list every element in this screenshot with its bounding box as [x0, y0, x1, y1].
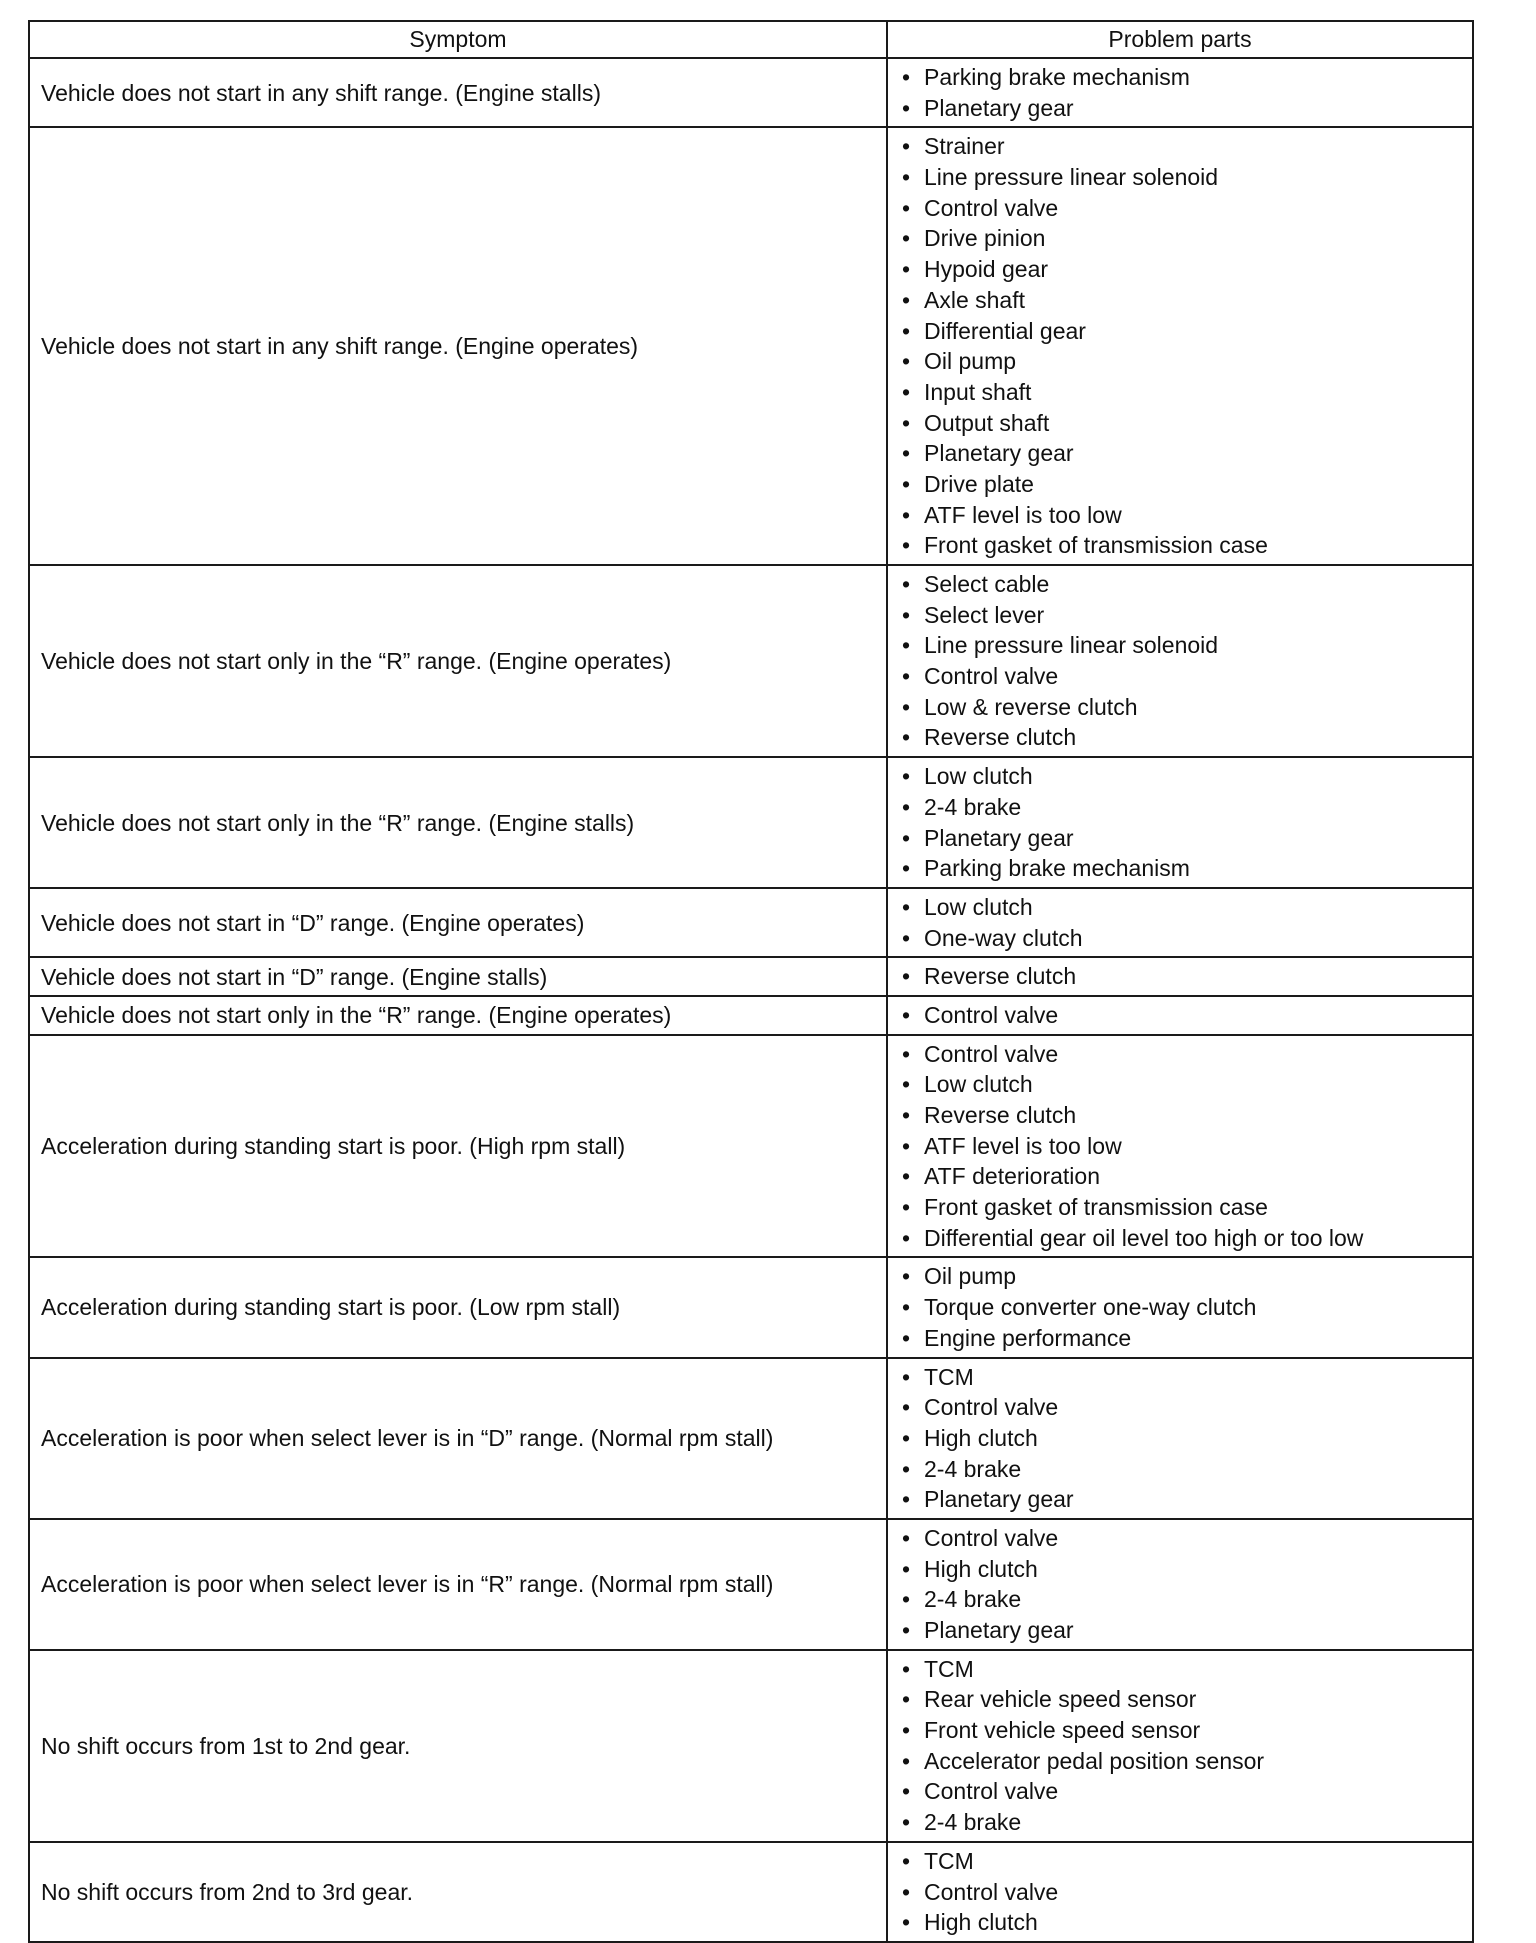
problem-parts-list [900, 1523, 1464, 1646]
problem-parts-list [900, 1846, 1464, 1938]
problem-parts-cell [887, 757, 1473, 888]
symptom-column-header: Symptom [29, 21, 887, 58]
symptom-cell: Vehicle does not start only in the “R” range. (Engine operates) [29, 996, 887, 1035]
symptom-cell: No shift occurs from 2nd to 3rd gear. [29, 1842, 887, 1942]
problem-parts-cell [887, 1358, 1473, 1519]
problem-parts-list [900, 961, 1464, 992]
problem-parts-cell [887, 888, 1473, 957]
symptom-cell: Vehicle does not start only in the “R” range. (Engine stalls) [29, 757, 887, 888]
problem-part-item: • TCM [900, 1654, 1464, 1685]
table-row [29, 996, 1473, 1035]
problem-parts-list [900, 1654, 1464, 1838]
table-row [29, 1358, 1473, 1519]
problem-part-item: • One-way clutch [900, 923, 1464, 954]
problem-part-item: • Planetary gear [900, 93, 1464, 124]
table-body [29, 58, 1473, 1942]
problem-part-item: • Parking brake mechanism [900, 62, 1464, 93]
symptom-cell: Acceleration is poor when select lever is in “D” range. (Normal rpm stall) [29, 1358, 887, 1519]
problem-part-item: • ATF deterioration [900, 1161, 1464, 1192]
problem-part-item: • Planetary gear [900, 1484, 1464, 1515]
problem-part-item: • Low & reverse clutch [900, 692, 1464, 723]
problem-part-item: • Oil pump [900, 1261, 1464, 1292]
problem-parts-list [900, 1261, 1464, 1353]
problem-parts-list [900, 569, 1464, 753]
problem-part-item: • High clutch [900, 1554, 1464, 1585]
problem-parts-list [900, 761, 1464, 884]
problem-part-item: • 2-4 brake [900, 792, 1464, 823]
problem-parts-cell [887, 565, 1473, 757]
problem-part-item: • Hypoid gear [900, 254, 1464, 285]
problem-part-item: • Control valve [900, 661, 1464, 692]
problem-parts-list [900, 1039, 1464, 1254]
problem-part-item: • Control valve [900, 1776, 1464, 1807]
symptom-cell: Vehicle does not start in “D” range. (Engine stalls) [29, 957, 887, 996]
symptom-cell: Acceleration during standing start is poor. (High rpm stall) [29, 1035, 887, 1258]
problem-part-item: • Control valve [900, 1000, 1464, 1031]
problem-parts-cell [887, 1257, 1473, 1357]
problem-parts-list [900, 131, 1464, 561]
problem-parts-list [900, 62, 1464, 123]
problem-part-item: • Rear vehicle speed sensor [900, 1684, 1464, 1715]
table-row [29, 1650, 1473, 1842]
problem-part-item: • Reverse clutch [900, 722, 1464, 753]
table-row [29, 1257, 1473, 1357]
table-row [29, 888, 1473, 957]
table-row [29, 1035, 1473, 1258]
problem-part-item: • TCM [900, 1362, 1464, 1393]
problem-part-item: • Select lever [900, 600, 1464, 631]
symptom-cell: Acceleration is poor when select lever is in “R” range. (Normal rpm stall) [29, 1519, 887, 1650]
problem-part-item: • Output shaft [900, 408, 1464, 439]
table-row [29, 58, 1473, 127]
problem-part-item: • Front gasket of transmission case [900, 1192, 1464, 1223]
problem-part-item: • Torque converter one-way clutch [900, 1292, 1464, 1323]
problem-part-item: • Differential gear oil level too high or too low [900, 1223, 1464, 1254]
problem-part-item: • Front vehicle speed sensor [900, 1715, 1464, 1746]
problem-part-item: • Line pressure linear solenoid [900, 162, 1464, 193]
problem-part-item: • Oil pump [900, 346, 1464, 377]
problem-part-item: • Low clutch [900, 761, 1464, 792]
symptom-cell: Vehicle does not start in any shift range. (Engine operates) [29, 127, 887, 565]
symptom-cell: Vehicle does not start only in the “R” range. (Engine operates) [29, 565, 887, 757]
problem-parts-list [900, 1362, 1464, 1515]
problem-part-item: • High clutch [900, 1423, 1464, 1454]
problem-part-item: • Drive pinion [900, 223, 1464, 254]
problem-parts-cell [887, 58, 1473, 127]
problem-part-item: • Input shaft [900, 377, 1464, 408]
problem-part-item: • High clutch [900, 1907, 1464, 1938]
table-row [29, 127, 1473, 565]
problem-part-item: • Low clutch [900, 1069, 1464, 1100]
table-row [29, 1519, 1473, 1650]
symptom-table [28, 20, 1474, 1943]
problem-part-item: • Low clutch [900, 892, 1464, 923]
problem-part-item: • Axle shaft [900, 285, 1464, 316]
problem-part-item: • Front gasket of transmission case [900, 530, 1464, 561]
problem-part-item: • 2-4 brake [900, 1807, 1464, 1838]
problem-part-item: • Control valve [900, 193, 1464, 224]
table-row [29, 757, 1473, 888]
symptom-cell: Vehicle does not start in “D” range. (Engine operates) [29, 888, 887, 957]
problem-parts-cell [887, 996, 1473, 1035]
problem-part-item: • TCM [900, 1846, 1464, 1877]
problem-part-item: • Control valve [900, 1877, 1464, 1908]
problem-parts-cell [887, 1519, 1473, 1650]
problem-part-item: • Control valve [900, 1039, 1464, 1070]
problem-part-item: • 2-4 brake [900, 1454, 1464, 1485]
problem-part-item: • Differential gear [900, 316, 1464, 347]
table-row [29, 957, 1473, 996]
problem-part-item: • Strainer [900, 131, 1464, 162]
problem-part-item: • ATF level is too low [900, 1131, 1464, 1162]
problem-part-item: • ATF level is too low [900, 500, 1464, 531]
problem-part-item: • Parking brake mechanism [900, 853, 1464, 884]
problem-parts-cell [887, 127, 1473, 565]
problem-part-item: • Planetary gear [900, 438, 1464, 469]
problem-part-item: • Planetary gear [900, 1615, 1464, 1646]
problem-part-item: • Select cable [900, 569, 1464, 600]
symptom-cell: Vehicle does not start in any shift range. (Engine stalls) [29, 58, 887, 127]
problem-part-item: • Planetary gear [900, 823, 1464, 854]
problem-part-item: • Control valve [900, 1523, 1464, 1554]
problem-parts-list [900, 1000, 1464, 1031]
problem-part-item: • 2-4 brake [900, 1584, 1464, 1615]
problem-parts-cell [887, 957, 1473, 996]
problem-parts-cell [887, 1650, 1473, 1842]
header-row [29, 21, 1473, 58]
problem-parts-cell [887, 1842, 1473, 1942]
problem-part-item: • Reverse clutch [900, 1100, 1464, 1131]
symptom-cell: Acceleration during standing start is poor. (Low rpm stall) [29, 1257, 887, 1357]
problem-part-item: • Control valve [900, 1392, 1464, 1423]
problem-part-item: • Accelerator pedal position sensor [900, 1746, 1464, 1777]
problem-parts-column-header: Problem parts [887, 21, 1473, 58]
table-row [29, 1842, 1473, 1942]
problem-part-item: • Engine performance [900, 1323, 1464, 1354]
troubleshooting-sheet [28, 20, 1472, 1943]
problem-part-item: • Drive plate [900, 469, 1464, 500]
problem-part-item: • Line pressure linear solenoid [900, 630, 1464, 661]
problem-part-item: • Reverse clutch [900, 961, 1464, 992]
problem-parts-list [900, 892, 1464, 953]
table-row [29, 565, 1473, 757]
symptom-cell: No shift occurs from 1st to 2nd gear. [29, 1650, 887, 1842]
problem-parts-cell [887, 1035, 1473, 1258]
